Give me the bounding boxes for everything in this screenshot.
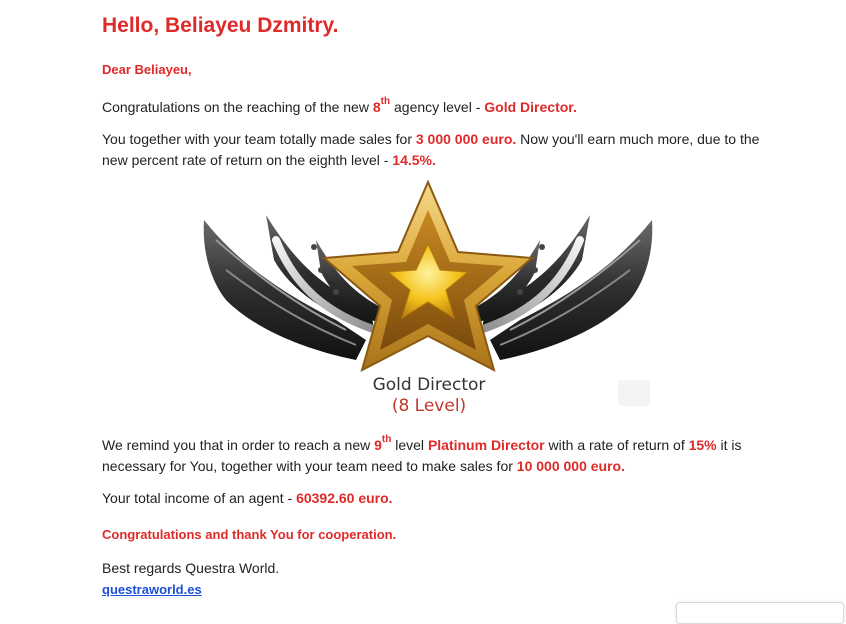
congrats-text-pre: Congratulations on the reaching of the new <box>102 99 373 115</box>
next-level-number: 9th <box>374 434 392 453</box>
remind-text-mid2: with a rate of return of <box>544 437 689 453</box>
remind-text-mid1: level <box>391 437 428 453</box>
sales-amount: 3 000 000 euro. <box>415 131 517 147</box>
remind-paragraph <box>102 435 762 477</box>
salutation: Dear Beliayeu, <box>102 62 192 77</box>
income-amount: 60392.60 euro. <box>296 490 393 506</box>
thanks-line: Congratulations and thank You for cooperation. <box>102 527 397 542</box>
floating-widget[interactable] <box>676 602 844 624</box>
level-name: Gold Director. <box>484 99 577 115</box>
next-level-sales-target: 10 000 000 euro. <box>516 458 625 474</box>
level-number: 8th <box>372 96 391 115</box>
website-link[interactable]: questraworld.es <box>102 582 202 597</box>
return-rate: 14.5%. <box>392 152 436 168</box>
sales-text-mid: Now you'll earn much more, due to the new percent rate of return on the eighth level - <box>102 131 760 168</box>
badge-caption-level: (8 Level) <box>391 396 467 416</box>
image-overlay-button[interactable] <box>618 380 650 406</box>
congrats-paragraph <box>102 97 762 118</box>
congrats-text-mid: agency level - <box>390 99 485 115</box>
income-text-pre: Your total income of an agent - <box>102 490 297 506</box>
remind-text-mid3: it is necessary for You, together with your team need to make sales for <box>102 437 742 474</box>
regards-line: Best regards Questra World. <box>102 560 280 576</box>
greeting-heading: Hello, Beliayeu Dzmitry. <box>102 14 339 37</box>
next-level-rate: 15% <box>688 437 717 453</box>
next-level-name: Platinum Director <box>427 437 545 453</box>
remind-text-pre: We remind you that in order to reach a new <box>102 437 375 453</box>
income-paragraph <box>102 488 762 509</box>
sales-paragraph <box>102 129 762 171</box>
badge-caption-title: Gold Director <box>372 375 486 395</box>
sales-text-pre: You together with your team totally made sales for <box>102 131 416 147</box>
